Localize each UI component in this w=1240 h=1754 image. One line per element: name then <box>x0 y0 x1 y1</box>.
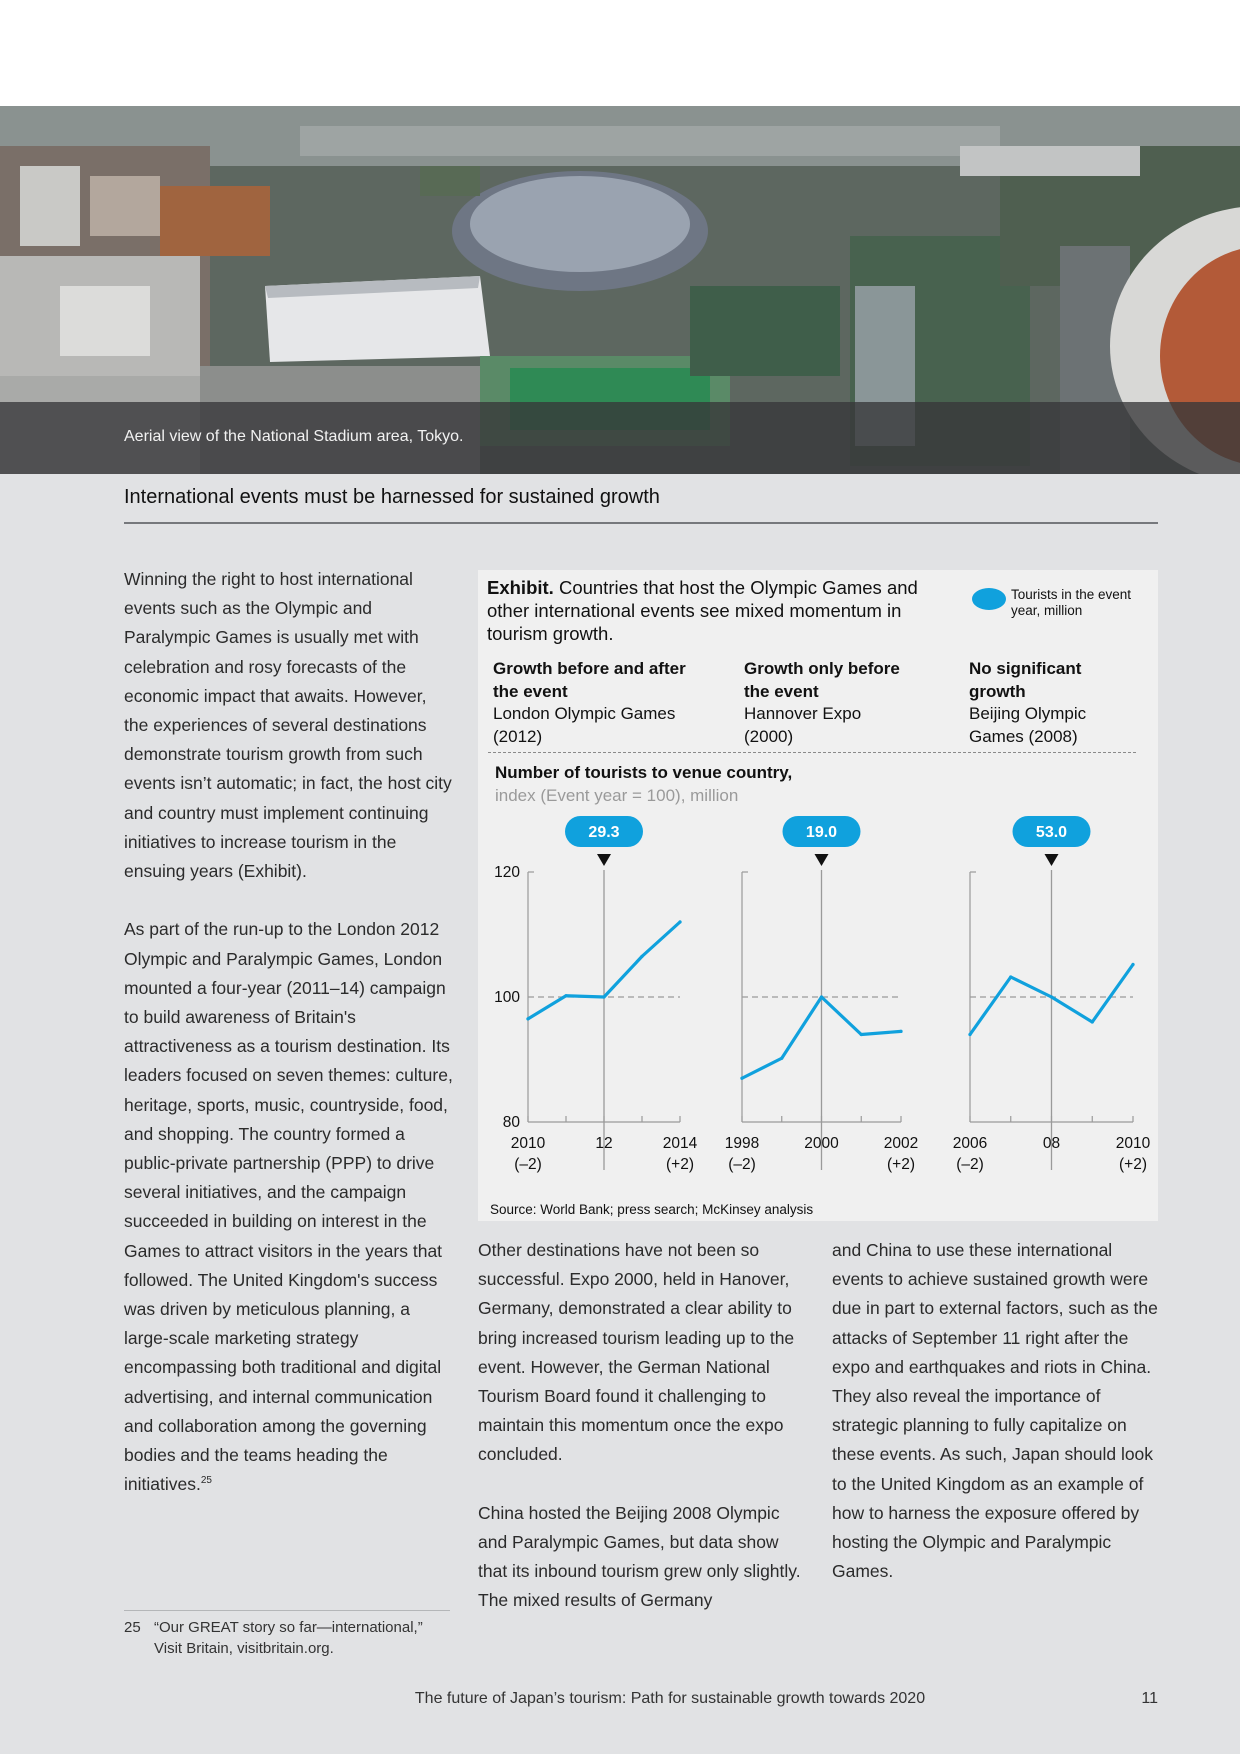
data-point <box>740 1077 743 1080</box>
data-point <box>899 1030 902 1033</box>
group-event: London Olympic Games (2012) <box>493 704 676 746</box>
exhibit-title-text: Countries that host the Olympic Games and other international events see mixed momentum in tourism growth. <box>487 577 918 644</box>
x-tick-label: 2014 <box>662 1135 698 1152</box>
x-tick-label: 2000 <box>804 1135 839 1152</box>
page-top-margin <box>0 0 1240 106</box>
body-paragraph: Winning the right to host international events such as the Olympic and Paralympic Games is usually met with celebration and rosy forecasts of the economic impact that awaits. However, the experiences of several destinations demonstrate tourism growth from such events isn’t automatic; in fact, the host city and country must implement continuing initiatives to increase tourism in the ensuing years (Exhibit). <box>124 569 452 882</box>
footnote-text: “Our GREAT story so far—international,” Visit Britain, visitbritain.org. <box>154 1619 423 1657</box>
event-tourists-value: 29.3 <box>588 824 620 841</box>
x-tick-label: 08 <box>1042 1135 1061 1152</box>
body-paragraph: Other destinations have not been so successful. Expo 2000, held in Hanover, Germany, demonstrated a clear ability to bring increased tourism leading up to the event. However, the German National Tourism Board found it challenging to maintain this momentum once the expo concluded. <box>478 1240 795 1465</box>
body-column-1 <box>124 565 454 1499</box>
body-paragraph <box>124 915 454 1499</box>
data-point <box>860 1033 863 1036</box>
chart-title: Number of tourists to venue country, <box>495 763 793 782</box>
data-point <box>968 1033 971 1036</box>
group-event: Beijing Olympic Games (2008) <box>969 704 1087 746</box>
event-tourists-value: 19.0 <box>805 824 838 841</box>
x-tick-sublabel: (+2) <box>666 1156 694 1173</box>
section-title-rule <box>124 522 1158 524</box>
data-point <box>780 1057 783 1060</box>
exhibit-label: Exhibit. <box>487 577 554 598</box>
event-pointer-icon <box>815 854 829 866</box>
data-point <box>1050 995 1053 998</box>
body-column-2 <box>478 1236 808 1616</box>
x-tick-label: 2006 <box>952 1135 988 1152</box>
data-point <box>564 994 567 997</box>
x-tick-sublabel: (+2) <box>887 1156 915 1173</box>
x-tick-label: 1998 <box>724 1135 760 1152</box>
event-tourists-value: 53.0 <box>1035 824 1068 841</box>
footnote-rule <box>124 1610 450 1611</box>
footnote-number: 25 <box>124 1619 141 1636</box>
body-paragraph: China hosted the Beijing 2008 Olympic and Paralympic Games, but data show that its inbound tourism grew only slightly. The mixed results of Germany <box>478 1502 801 1611</box>
footnote-reference: 25 <box>200 1475 212 1487</box>
y-tick-label: 120 <box>494 864 520 881</box>
x-tick-sublabel: (–2) <box>956 1156 984 1173</box>
y-tick-label: 80 <box>502 1114 520 1131</box>
exhibit-source: Source: World Bank; press search; McKinsey analysis <box>490 1202 814 1217</box>
x-tick-sublabel: (+2) <box>1119 1156 1147 1173</box>
footnote <box>124 1617 454 1659</box>
x-tick-label: 12 <box>595 1135 613 1152</box>
photo-caption: Aerial view of the National Stadium area, Tokyo. <box>124 428 464 445</box>
data-point <box>1009 975 1012 978</box>
event-pointer-icon <box>1045 854 1059 866</box>
tourism-index-chart <box>478 570 1158 1221</box>
page-number: 11 <box>1141 1690 1158 1707</box>
body-paragraph: and China to use these international events to achieve sustained growth were due in part to external factors, such as the attacks of September 11 right after the expo and earthquakes and riots in China. They also reveal the importance of strategic planning to fully capitalize on these events. As such, Japan should look to the United Kingdom as an example of how to harness the exposure offered by hosting the Olympic and Paralympic Games. <box>832 1240 1158 1582</box>
data-point <box>820 995 823 998</box>
group-heading: Growth before and after the event <box>493 659 686 701</box>
data-point <box>526 1017 529 1020</box>
event-pointer-icon <box>597 854 611 866</box>
x-tick-label: 2010 <box>1115 1135 1151 1152</box>
x-tick-label: 2010 <box>510 1135 546 1152</box>
group-event: Hannover Expo (2000) <box>744 704 862 746</box>
data-point <box>602 995 605 998</box>
body-paragraph-text: As part of the run-up to the London 2012 Olympic and Paralympic Games, London mounted a four-year (2011–14) campaign to build awareness of Britain's attractiveness as a tourism destination. Its leaders focused on seven themes: culture, heritage, sports, music, countryside, food, and shopping. The country formed a public-private partnership (PPP) to drive several initiatives, and the campaign succeeded in building on interest in the Games to attract visitors in the years that followed. The United Kingdom's success was driven by meticulous planning, a large-scale marketing strategy encompassing both traditional and digital advertising, and internal communication and collaboration among the governing bodies and the teams heading the initiatives. <box>124 919 453 1495</box>
y-tick-label: 100 <box>494 989 520 1006</box>
x-tick-sublabel: (–2) <box>728 1156 756 1173</box>
group-heading: No significant growth <box>969 659 1082 701</box>
x-tick-label: 2002 <box>883 1135 919 1152</box>
data-point <box>1091 1020 1094 1023</box>
footer-title: The future of Japan’s tourism: Path for sustainable growth towards 2020 <box>414 1690 926 1707</box>
legend-label: Tourists in the event year, million <box>1011 587 1132 618</box>
body-column-3 <box>832 1236 1162 1586</box>
data-point <box>678 920 681 923</box>
exhibit-panel <box>478 570 1158 1221</box>
chart-subtitle: index (Event year = 100), million <box>495 786 739 805</box>
data-point <box>640 955 643 958</box>
group-heading: Growth only before the event <box>744 659 900 701</box>
section-title: International events must be harnessed for sustained growth <box>124 486 660 508</box>
data-point <box>1131 963 1134 966</box>
x-tick-sublabel: (–2) <box>514 1156 542 1173</box>
